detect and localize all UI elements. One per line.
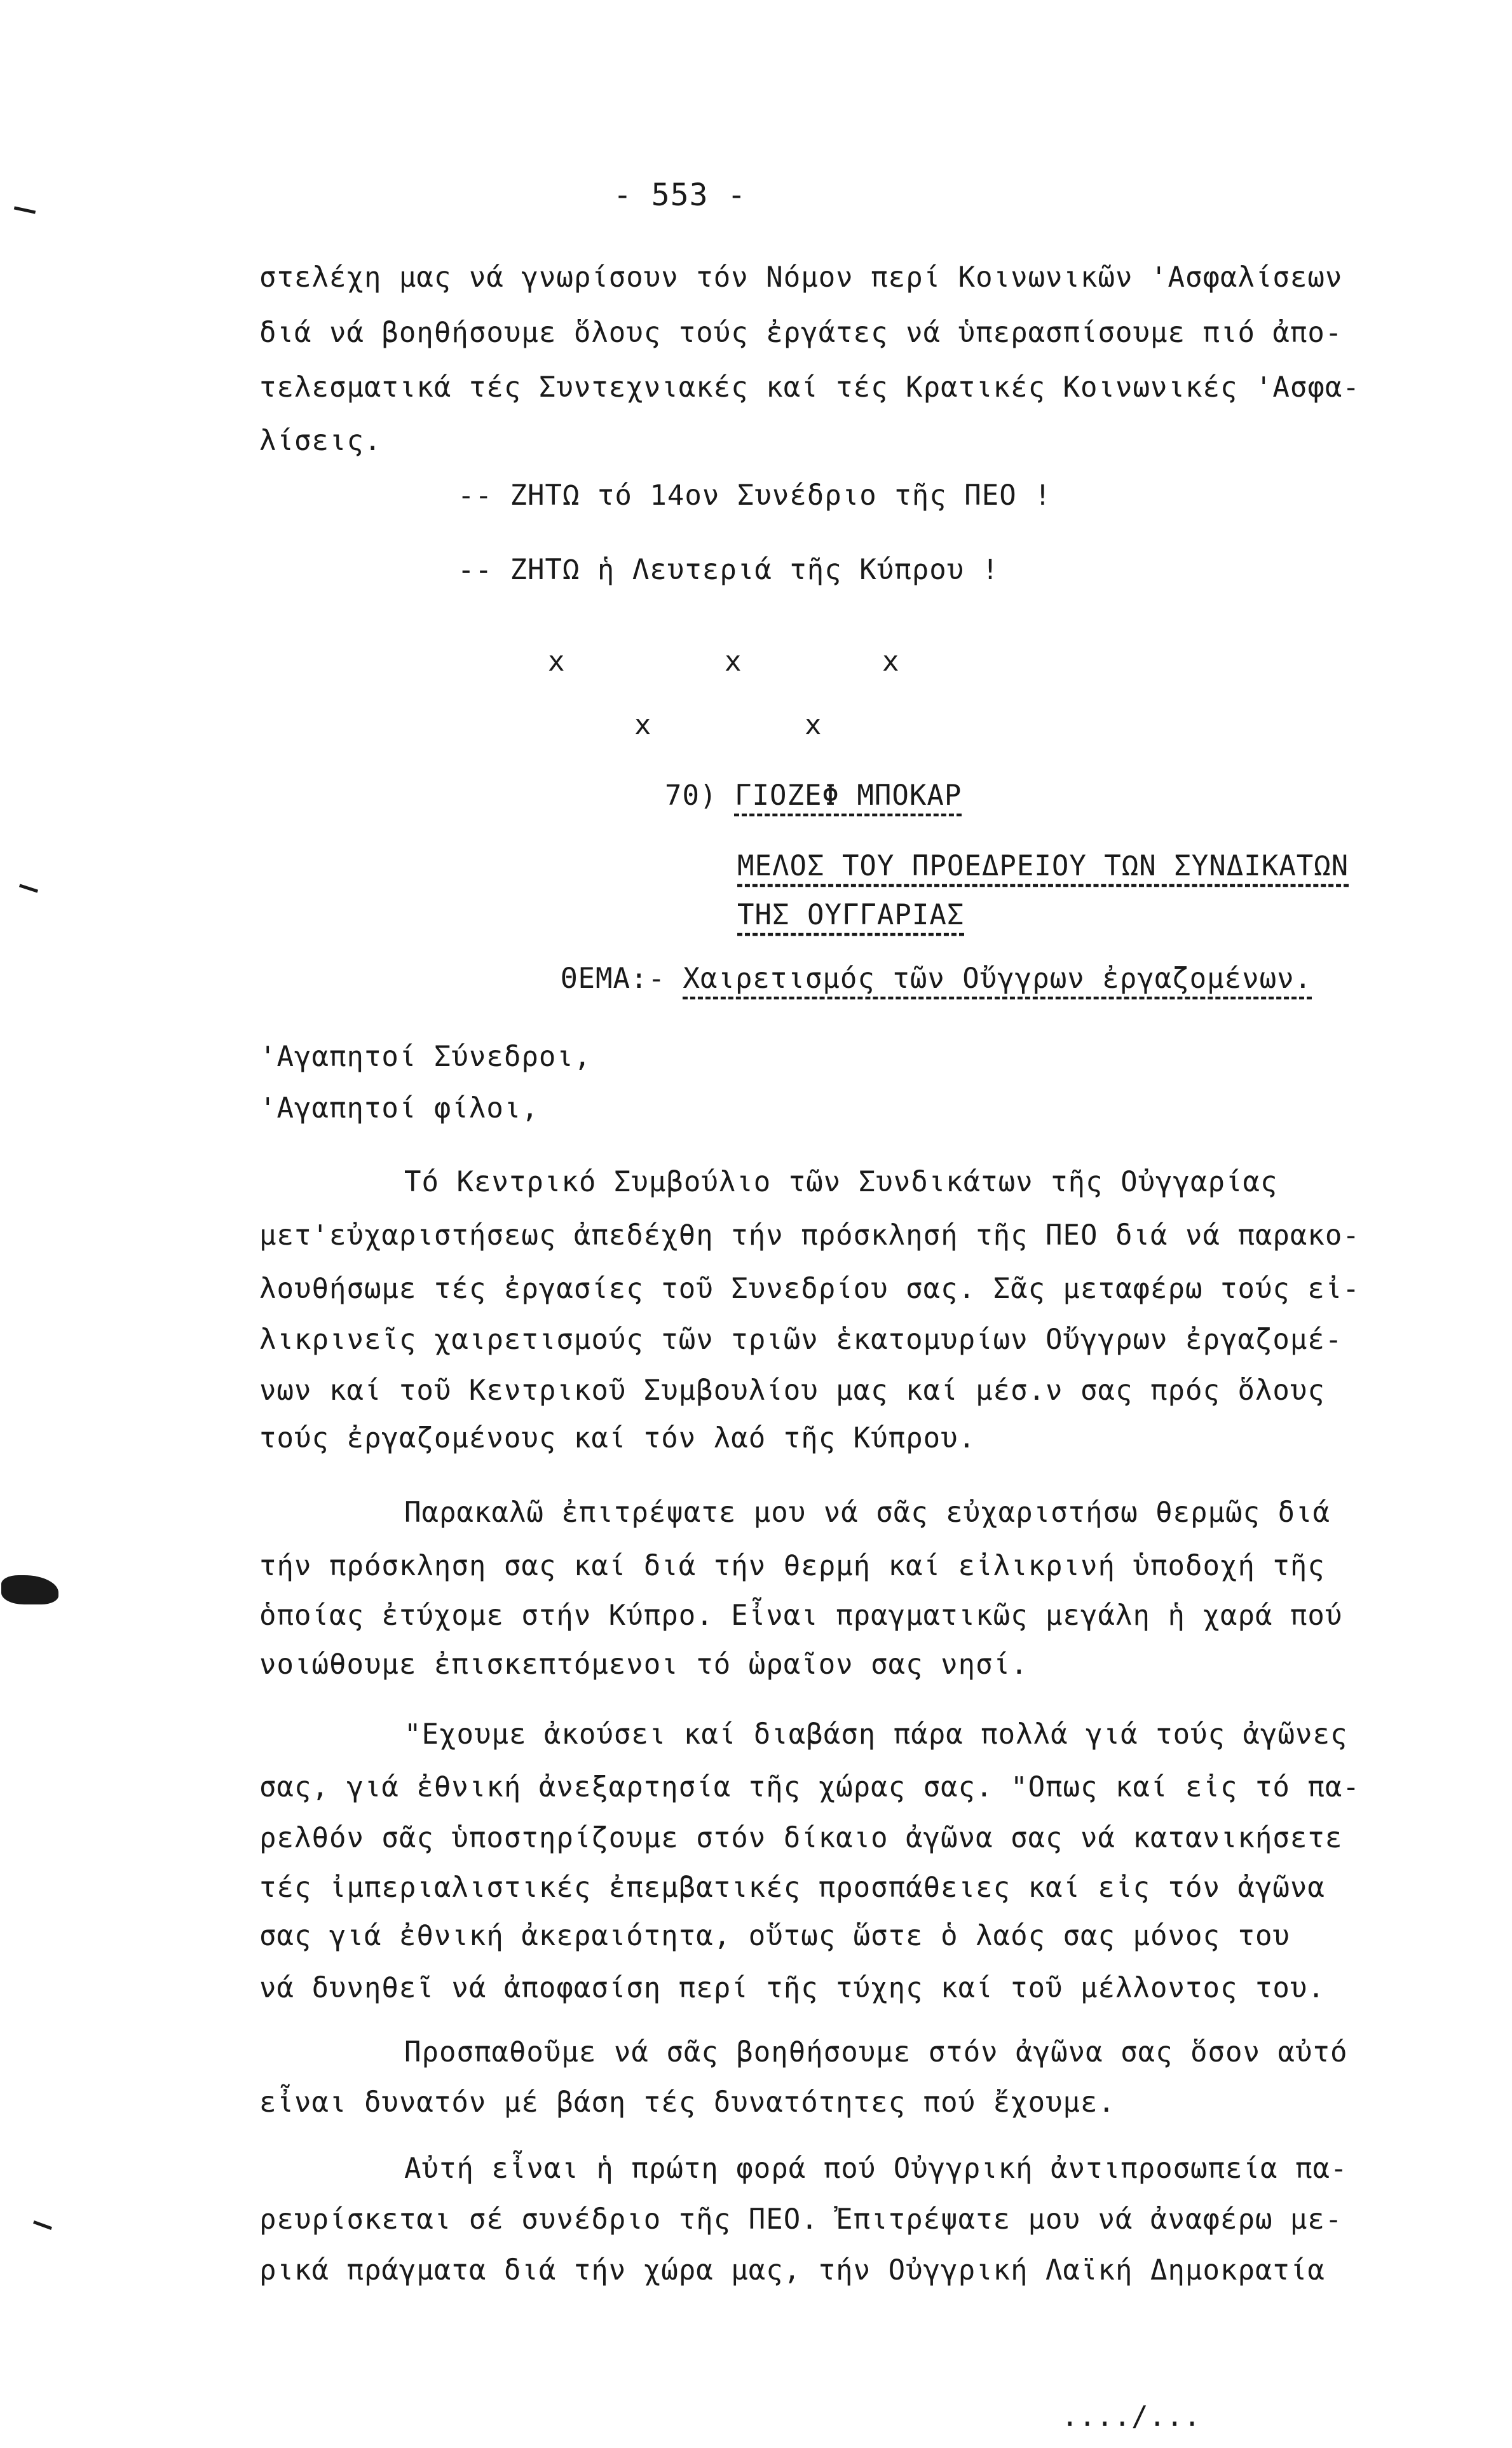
page-number: - 553 -	[613, 177, 747, 213]
body-line: ρευρίσκεται σέ συνέδριο τῆς ΠΕΟ. Ἐπιτρέψατε μου νά ἀναφέρω με-	[259, 2203, 1343, 2236]
speaker-number: 70)	[665, 779, 718, 812]
separator-mark: x	[725, 645, 742, 678]
speaker-role: ΜΕΛΟΣ ΤΟΥ ΠΡΟΕΔΡΕΙΟΥ ΤΩΝ ΣΥΝΔΙΚΑΤΩΝ	[737, 850, 1349, 882]
continuation-mark: ..../...	[1061, 2400, 1201, 2433]
slogan: -- ΖΗΤΩ τό 14ον Συνέδριο τῆς ΠΕΟ !	[458, 479, 1052, 512]
body-line: τές ἰμπεριαλιστικές ἐπεμβατικές προσπάθειες καί εἰς τόν ἀγῶνα	[259, 1871, 1325, 1904]
body-line: σας, γιά ἐθνική ἀνεξαρτησία τῆς χώρας σας. "Οπως καί εἰς τό πα-	[259, 1771, 1360, 1803]
greeting-line: 'Αγαπητοί φίλοι,	[259, 1092, 539, 1125]
intro-line: διά νά βοηθήσουμε ὅλους τούς ἐργάτες νά ὑπερασπίσουμε πιό ἀπο-	[259, 317, 1343, 349]
section-separator	[0, 645, 1512, 747]
separator-mark: x	[882, 645, 899, 678]
speaker-header	[665, 779, 962, 812]
greeting-line: 'Αγαπητοί Σύνεδροι,	[259, 1041, 592, 1073]
body-line: Παρακαλῶ ἐπιτρέψατε μου νά σᾶς εὐχαριστήσω θερμῶς διά	[404, 1496, 1330, 1529]
scan-mark-1	[14, 207, 36, 214]
body-line: Τό Κεντρικό Συμβούλιο τῶν Συνδικάτων τῆς Οὐγγαρίας	[404, 1166, 1278, 1198]
body-line: σας γιά ἐθνική ἀκεραιότητα, οὕτως ὥστε ὁ λαός σας μόνος του	[259, 1920, 1290, 1952]
separator-mark: x	[634, 709, 651, 741]
body-line: "Εχουμε ἀκούσει καί διαβάση πάρα πολλά γιά τούς ἀγῶνες	[404, 1718, 1348, 1751]
body-line: τούς ἐργαζομένους καί τόν λαό τῆς Κύπρου.	[259, 1422, 976, 1454]
body-line: ὁποίας ἐτύχομε στήν Κύπρο. Εἶναι πραγματικῶς μεγάλη ἡ χαρά πού	[259, 1599, 1343, 1632]
slogan: -- ΖΗΤΩ ἡ Λευτεριά τῆς Κύπρου !	[458, 554, 1000, 586]
separator-mark: x	[548, 645, 565, 678]
body-line: Προσπαθοῦμε νά σᾶς βοηθήσουμε στόν ἀγῶνα σας ὅσον αὐτό	[404, 2036, 1348, 2068]
body-line: νοιώθουμε ἐπισκεπτόμενοι τό ὡραῖον σας νησί.	[259, 1648, 1028, 1681]
scan-mark-2	[19, 884, 38, 892]
scan-mark-3	[1, 1575, 58, 1604]
theme-line	[561, 962, 1312, 995]
intro-line: στελέχη μας νά γνωρίσουν τόν Νόμον περί Κοινωνικῶν 'Ασφαλίσεων	[259, 261, 1343, 294]
body-line: λικρινεῖς χαιρετισμούς τῶν τριῶν ἑκατομυρίων Οὔγγρων ἐργαζομέ-	[259, 1323, 1343, 1356]
theme-label: ΘΕΜΑ:-	[561, 962, 665, 995]
body-line: νων καί τοῦ Κεντρικοῦ Συμβουλίου μας καί μέσ.ν σας πρός ὅλους	[259, 1374, 1325, 1407]
body-line: λουθήσωμε τές ἐργασίες τοῦ Συνεδρίου σας. Σᾶς μεταφέρω τούς εἰ-	[259, 1273, 1360, 1305]
body-line: νά δυνηθεῖ νά ἀποφασίση περί τῆς τύχης καί τοῦ μέλλοντος του.	[259, 1972, 1325, 2004]
body-line: ρελθόν σᾶς ὑποστηρίζουμε στόν δίκαιο ἀγῶνα σας νά κατανικήσετε	[259, 1822, 1343, 1854]
scan-mark-4	[33, 2220, 52, 2230]
theme-text: Χαιρετισμός τῶν Οὔγγρων ἐργαζομένων.	[683, 962, 1312, 995]
intro-line: λίσεις.	[259, 425, 382, 457]
separator-mark: x	[805, 709, 822, 741]
body-line: ρικά πράγματα διά τήν χώρα μας, τήν Οὐγγρική Λαϊκή Δημοκρατία	[259, 2254, 1325, 2287]
intro-line: τελεσματικά τές Συντεχνιακές καί τές Κρατικές Κοινωνικές 'Ασφα-	[259, 371, 1360, 404]
speaker-role: ΤΗΣ ΟΥΓΓΑΡΙΑΣ	[737, 899, 965, 931]
body-line: τήν πρόσκληση σας καί διά τήν θερμή καί εἰλικρινή ὑποδοχή τῆς	[259, 1550, 1325, 1582]
body-line: Αὐτή εἶναι ἡ πρώτη φορά πού Οὐγγρική ἀντιπροσωπεία πα-	[404, 2152, 1348, 2185]
body-line: εἶναι δυνατόν μέ βάση τές δυνατότητες πού ἔχουμε.	[259, 2086, 1116, 2119]
speaker-name: ΓΙΟΖΕΦ ΜΠΟΚΑΡ	[734, 779, 962, 812]
body-line: μετ'εὐχαριστήσεως ἀπεδέχθη τήν πρόσκλησή τῆς ΠΕΟ διά νά παρακο-	[259, 1219, 1360, 1252]
